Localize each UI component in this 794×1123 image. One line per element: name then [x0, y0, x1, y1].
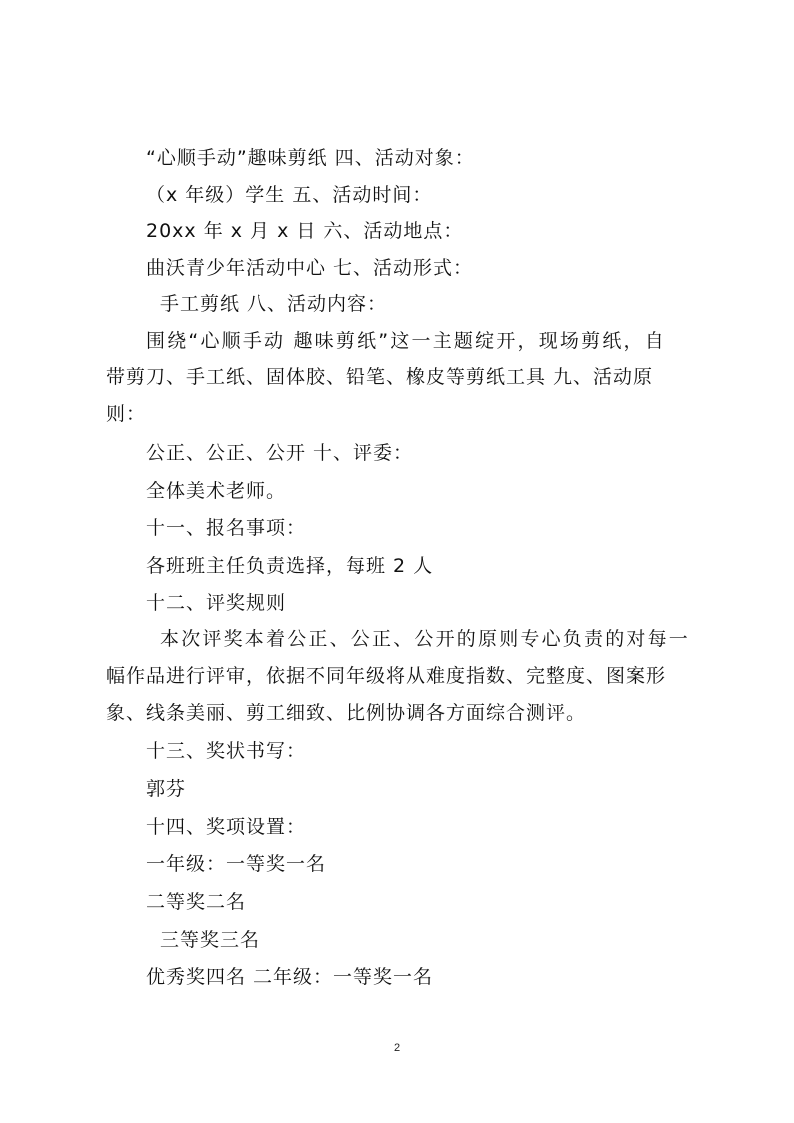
- text-line: 十四、奖项设置：: [146, 816, 307, 838]
- text-line: 一年级：一等奖一名: [146, 853, 327, 875]
- text-line: 十一、报名事项：: [146, 517, 307, 539]
- text-line: 十三、奖状书写：: [146, 740, 307, 762]
- page-number: 2: [393, 1042, 401, 1054]
- text-line: 二等奖二名: [146, 891, 247, 913]
- text-line: 象、线条美丽、剪工细致、比例协调各方面综合测评。: [106, 702, 587, 724]
- text-line: 公正、公正、公开 十、评委：: [146, 442, 414, 464]
- text-line: 幅作品进行评审，依据不同年级将从难度指数、完整度、图案形: [106, 665, 667, 687]
- text-line: 优秀奖四名 二年级：一等奖一名: [146, 966, 434, 988]
- text-line: （x 年级）学生 五、活动时间：: [146, 184, 433, 206]
- text-line: 全体美术老师。: [146, 480, 287, 502]
- text-line: 围绕“心顺手动 趣味剪纸”这一主题绽开，现场剪纸，自: [146, 330, 666, 352]
- text-line: 十二、评奖规则: [146, 592, 287, 614]
- text-line: 则：: [106, 403, 147, 425]
- text-line: 本次评奖本着公正、公正、公开的原则专心负责的对每一: [160, 628, 691, 650]
- text-line: 曲沃青少年活动中心 七、活动形式：: [146, 257, 474, 279]
- text-line: 郭芬: [146, 778, 187, 800]
- text-line: 手工剪纸 八、活动内容：: [160, 293, 388, 315]
- text-line: 带剪刀、手工纸、固体胶、铅笔、橡皮等剪纸工具 九、活动原: [106, 366, 654, 388]
- text-line: 各班班主任负责选择，每班 2 人: [146, 555, 434, 577]
- text-line: 三等奖三名: [160, 929, 261, 951]
- text-line: “心顺手动”趣味剪纸 四、活动对象：: [146, 147, 475, 169]
- text-line: 20xx 年 x 月 x 日 六、活动地点：: [146, 220, 464, 242]
